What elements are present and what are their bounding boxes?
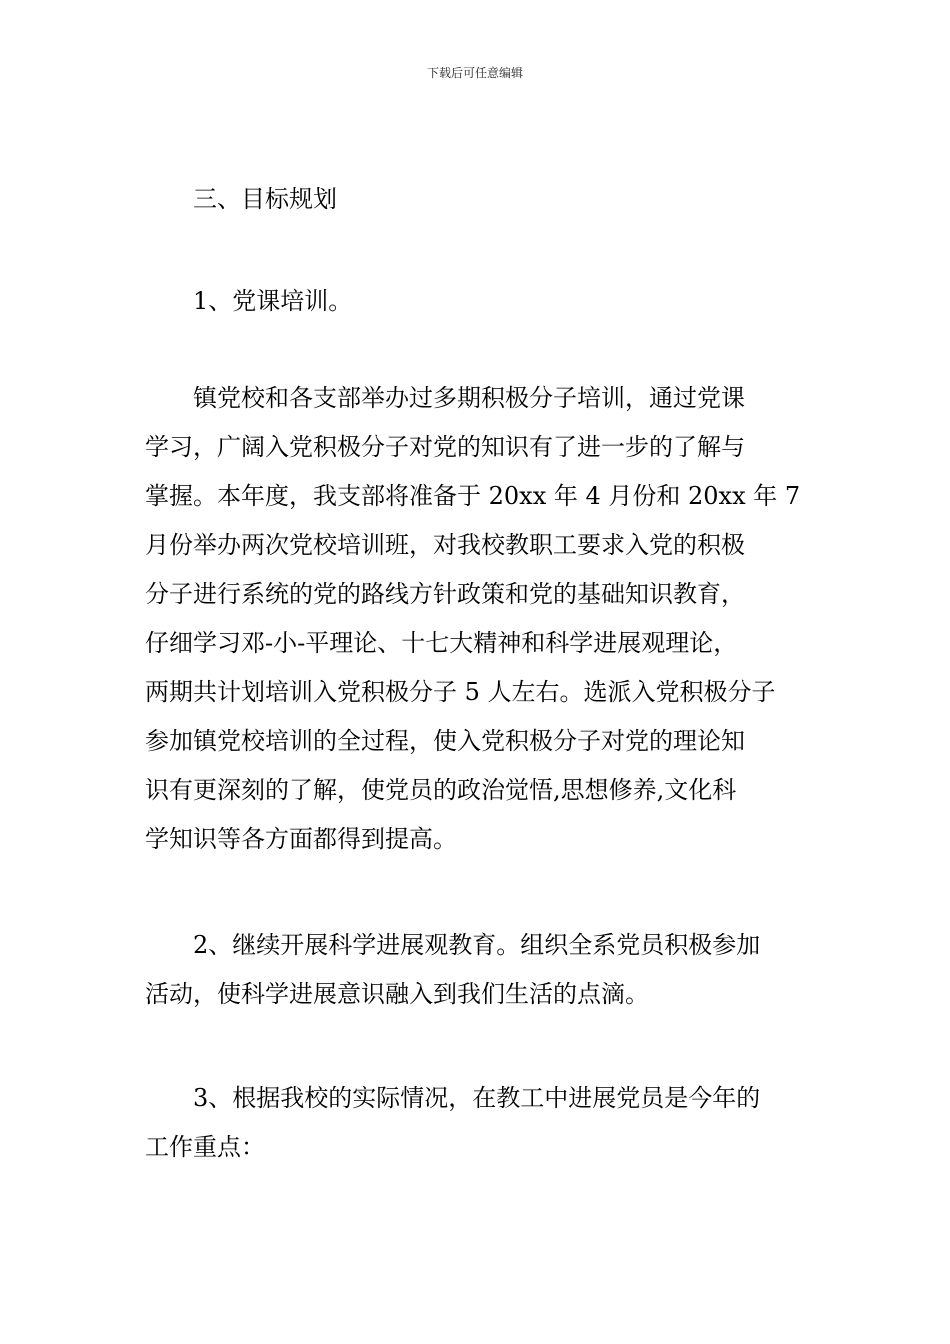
item1-line-7: 两期共计划培训入党积极分子 5 人左右。选派入党积极分子 bbox=[145, 678, 776, 706]
item1-title: 1、党课培训。 bbox=[193, 287, 353, 315]
page-header-note: 下载后可任意编辑 bbox=[426, 66, 523, 80]
item1-line-10: 学知识等各方面都得到提高。 bbox=[145, 825, 457, 853]
item2-line-2: 活动，使科学进展意识融入到我们生活的点滴。 bbox=[145, 980, 649, 1008]
item1-line-3: 掌握。本年度，我支部将准备于 20xx 年 4 月份和 20xx 年 7 bbox=[145, 482, 801, 510]
item1-line-1: 镇党校和各支部举办过多期积极分子培训，通过党课 bbox=[193, 384, 745, 412]
section-title: 三、目标规划 bbox=[193, 185, 337, 213]
item2-line-1: 2、继续开展科学进展观教育。组织全系党员积极参加 bbox=[193, 931, 761, 959]
item3-line-2: 工作重点： bbox=[145, 1133, 265, 1161]
item1-line-5: 分子进行系统的党的路线方针政策和党的基础知识教育， bbox=[145, 580, 745, 608]
item1-line-9: 识有更深刻的了解，使党员的政治觉悟,思想修养,文化科 bbox=[145, 776, 737, 804]
item3-line-1: 3、根据我校的实际情况，在教工中进展党员是今年的 bbox=[193, 1084, 761, 1112]
item1-line-6: 仔细学习邓-小-平理论、十七大精神和科学进展观理论， bbox=[145, 629, 738, 657]
item1-line-8: 参加镇党校培训的全过程，使入党积极分子对党的理论知 bbox=[145, 727, 745, 755]
item1-line-4: 月份举办两次党校培训班，对我校教职工要求入党的积极 bbox=[145, 531, 745, 559]
item1-line-2: 学习，广阔入党积极分子对党的知识有了进一步的了解与 bbox=[145, 433, 745, 461]
